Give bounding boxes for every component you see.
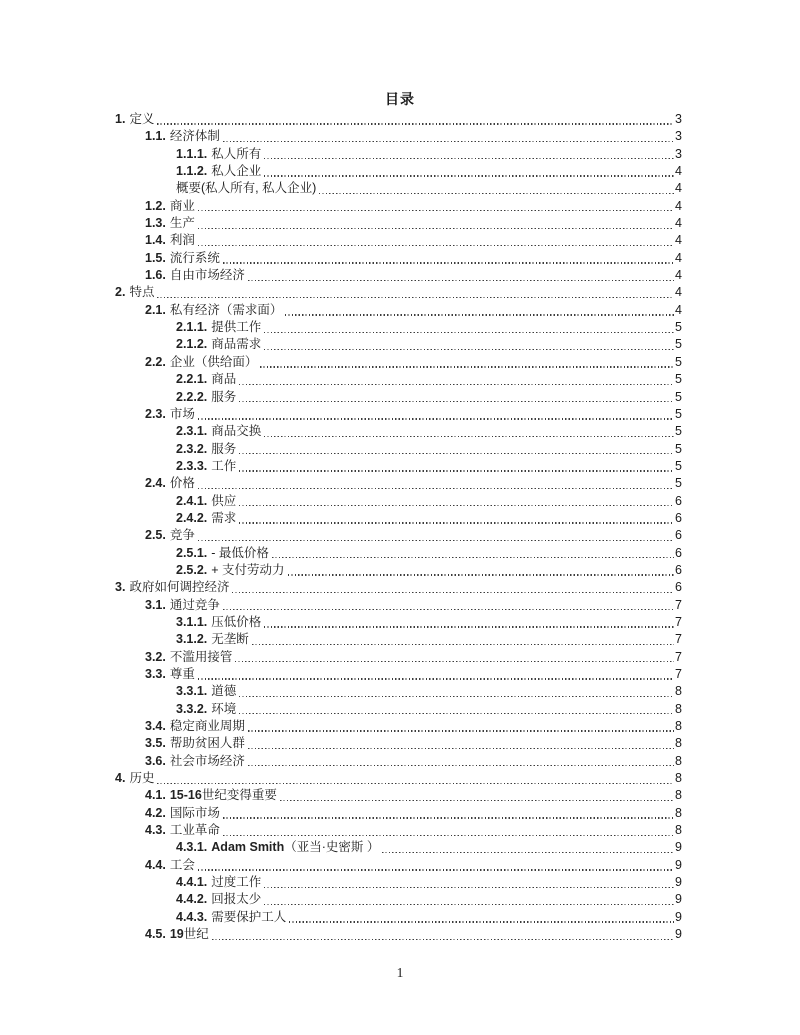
- toc-entry-page: 6: [675, 510, 682, 525]
- toc-entry[interactable]: [115, 146, 682, 163]
- toc-entry-page: 8: [675, 771, 682, 786]
- toc-entry-label: 商品: [211, 372, 237, 387]
- toc-entry-page: 5: [675, 476, 682, 491]
- toc-entry-page: 4: [675, 250, 682, 265]
- toc-entry-label: 需要保护工人: [211, 909, 287, 924]
- dot-leader: [379, 839, 675, 856]
- dot-leader: [245, 735, 675, 752]
- toc-entry-number: 1.: [115, 112, 126, 126]
- toc-entry[interactable]: [115, 787, 682, 804]
- toc-entry-page: 5: [675, 406, 682, 421]
- toc-entry-label: 竞争: [169, 528, 195, 543]
- toc-entry[interactable]: [115, 215, 682, 232]
- toc-entry-label: 供应: [211, 493, 237, 508]
- toc-entry-number: 1.4.: [145, 233, 166, 248]
- toc-entry-number: 2.1.1.: [176, 320, 208, 335]
- toc-entry-number: 2.5.: [145, 528, 166, 543]
- toc-entry-number: 4.4.1.: [176, 875, 208, 890]
- dot-leader: [236, 458, 675, 475]
- toc-entry[interactable]: [115, 822, 682, 839]
- dot-leader: [282, 302, 675, 319]
- toc-entry-page: 4: [675, 216, 682, 231]
- dot-leader: [195, 215, 675, 232]
- toc-entry-number: 1.2.: [145, 198, 166, 213]
- dot-leader: [195, 857, 675, 874]
- toc-entry-page: 6: [675, 545, 682, 560]
- dot-leader: [209, 926, 675, 943]
- toc-entry-number: 2.1.: [145, 302, 166, 317]
- toc-entry-page: 7: [675, 649, 682, 664]
- toc-entry-number: 2.4.: [145, 476, 166, 491]
- dot-leader: [261, 874, 675, 891]
- toc-entry-number: 2.2.: [145, 354, 166, 369]
- toc-entry-page: 3: [675, 112, 682, 126]
- toc-entry-number: 3.5.: [145, 736, 166, 751]
- toc-entry-label: 通过竞争: [169, 597, 220, 612]
- dot-leader: [261, 319, 675, 336]
- dot-leader: [261, 891, 675, 908]
- toc-entry-page: 9: [675, 857, 682, 872]
- dot-leader: [257, 354, 675, 371]
- toc-entry-number: 3.4.: [145, 719, 166, 734]
- toc-entry-page: 4: [675, 198, 682, 213]
- toc-entry-number: 3.3.: [145, 667, 166, 681]
- toc-entry-label: 私人企业: [211, 164, 262, 179]
- toc-entry-label: 回报太少: [211, 892, 262, 907]
- toc-entry-page: 5: [675, 389, 682, 404]
- toc-entry-number: 1.6.: [145, 268, 166, 283]
- dot-leader: [249, 631, 675, 648]
- toc-entry-label: 过度工作: [211, 875, 262, 890]
- toc-entry-page: 8: [675, 719, 682, 734]
- toc-entry[interactable]: [115, 371, 682, 388]
- toc-entry-number: 4.4.3.: [176, 909, 208, 924]
- toc-entry-label: 私人所有: [211, 146, 262, 161]
- toc-entry-label: 自由市场经济: [169, 268, 245, 283]
- toc-entry-page: 4: [675, 164, 682, 179]
- toc-entry-number: 2.2.2.: [176, 389, 208, 404]
- toc-entry[interactable]: [115, 614, 682, 631]
- dot-leader: [236, 510, 675, 527]
- toc-entry-number: 4.1.: [145, 788, 166, 803]
- toc-entry-page: 5: [675, 372, 682, 387]
- toc-entry-page: 9: [675, 927, 682, 942]
- toc-entry[interactable]: [115, 891, 682, 908]
- toc-entry-label: 国际市场: [169, 805, 220, 820]
- toc-entry-number: 2.3.3.: [176, 458, 208, 473]
- toc-entry-number: 1.1.2.: [176, 164, 208, 179]
- dot-leader: [195, 666, 675, 683]
- toc-entry-label: 无垄断: [211, 632, 249, 647]
- toc-entry-number: 2.5.1.: [176, 545, 208, 560]
- toc-entry-page: 6: [675, 493, 682, 508]
- dot-leader: [245, 267, 675, 284]
- toc-entry[interactable]: [115, 336, 682, 353]
- toc-entry-label: 市场: [169, 406, 195, 421]
- toc-entry-number: 2.: [115, 285, 126, 300]
- toc-entry-number: 4.: [115, 771, 126, 786]
- toc-entry-label: 19世纪: [169, 927, 209, 942]
- toc-entry-label: 道德: [211, 684, 237, 699]
- toc-entry-page: 6: [675, 528, 682, 543]
- toc-entry[interactable]: [115, 579, 682, 596]
- toc-entry-page: 4: [675, 233, 682, 248]
- dot-leader: [195, 406, 675, 423]
- toc-entry-page: 5: [675, 424, 682, 439]
- toc-entry-number: 3.3.2.: [176, 701, 208, 716]
- toc-entry-label: 不滥用接管: [169, 649, 233, 664]
- toc-entry-page: 7: [675, 614, 682, 629]
- toc-entry-label: - 最低价格: [211, 545, 269, 560]
- toc-entry[interactable]: [115, 128, 682, 145]
- toc-entry-page: 8: [675, 805, 682, 820]
- toc-entry[interactable]: [115, 406, 682, 423]
- toc-entry-label: 服务: [211, 441, 237, 456]
- dot-leader: [195, 198, 675, 215]
- toc-entry-label: 经济体制: [169, 129, 220, 144]
- toc-entry[interactable]: [115, 319, 682, 336]
- toc-entry-label: 私有经济（需求面）: [169, 302, 283, 317]
- toc-entry-number: 2.4.1.: [176, 493, 208, 508]
- dot-leader: [261, 614, 675, 631]
- toc-entry-label: 帮助贫困人群: [169, 736, 245, 751]
- toc-entry-page: 5: [675, 441, 682, 456]
- toc-entry-page: 7: [675, 667, 682, 681]
- toc-entry-label: 工作: [211, 458, 237, 473]
- toc-entry-page: 6: [675, 580, 682, 595]
- toc-list: [115, 111, 682, 944]
- toc-entry-label: 社会市场经济: [169, 753, 245, 768]
- dot-leader: [220, 250, 675, 267]
- toc-entry[interactable]: [115, 111, 682, 128]
- toc-entry-number: 4.5.: [145, 927, 166, 942]
- dot-leader: [261, 146, 675, 163]
- dot-leader: [261, 423, 675, 440]
- toc-entry[interactable]: [115, 493, 682, 510]
- toc-entry-label: 定义: [129, 112, 155, 126]
- toc-entry-label: 工会: [169, 857, 195, 872]
- toc-entry-number: 1.1.: [145, 129, 166, 144]
- toc-entry[interactable]: [115, 284, 682, 301]
- toc-entry-label: 工业革命: [169, 823, 220, 838]
- toc-entry-label: 商品交换: [211, 424, 262, 439]
- toc-entry-page: 9: [675, 892, 682, 907]
- dot-leader: [195, 232, 675, 249]
- dot-leader: [277, 787, 675, 804]
- toc-entry[interactable]: [115, 441, 682, 458]
- toc-entry-number: 3.6.: [145, 753, 166, 768]
- toc-entry[interactable]: [115, 701, 682, 718]
- toc-entry-page: 9: [675, 840, 682, 855]
- dot-leader: [261, 163, 675, 180]
- toc-entry-label: 需求: [211, 510, 237, 525]
- toc-entry[interactable]: [115, 718, 682, 735]
- toc-entry-label: 商品需求: [211, 337, 262, 352]
- toc-entry-label: + 支付劳动力: [211, 562, 285, 577]
- dot-leader: [245, 718, 675, 735]
- toc-entry[interactable]: [115, 857, 682, 874]
- toc-entry-number: 3.1.2.: [176, 632, 208, 647]
- toc-entry-page: 7: [675, 632, 682, 647]
- toc-entry[interactable]: [115, 874, 682, 891]
- toc-title: 目录: [385, 91, 415, 107]
- toc-entry-number: 2.2.1.: [176, 372, 208, 387]
- toc-entry-number: 3.2.: [145, 649, 166, 664]
- dot-leader: [236, 371, 675, 388]
- toc-entry-number: 2.3.2.: [176, 441, 208, 456]
- toc-entry-number: 2.4.2.: [176, 510, 208, 525]
- dot-leader: [232, 649, 675, 666]
- page-number: 1: [396, 965, 404, 980]
- toc-entry-page: 3: [675, 146, 682, 161]
- toc-entry-label: 流行系统: [169, 250, 220, 265]
- dot-leader: [154, 111, 675, 128]
- toc-entry[interactable]: [115, 839, 682, 856]
- toc-entry[interactable]: [115, 909, 682, 926]
- dot-leader: [236, 389, 675, 406]
- toc-entry-label: 生产: [169, 216, 195, 231]
- toc-entry-page: 5: [675, 458, 682, 473]
- toc-entry-number: 4.3.: [145, 823, 166, 838]
- toc-entry[interactable]: [115, 458, 682, 475]
- toc-entry[interactable]: [115, 805, 682, 822]
- toc-entry-number: 1.5.: [145, 250, 166, 265]
- dot-leader: [229, 579, 675, 596]
- toc-entry[interactable]: [115, 180, 682, 197]
- toc-entry-label: 商业: [169, 198, 195, 213]
- toc-entry[interactable]: [115, 302, 682, 319]
- toc-entry-page: 8: [675, 736, 682, 751]
- toc-entry-page: 4: [675, 181, 682, 196]
- toc-entry-page: 8: [675, 753, 682, 768]
- toc-entry[interactable]: [115, 510, 682, 527]
- toc-entry-page: 5: [675, 354, 682, 369]
- toc-entry-label: 概要(私人所有, 私人企业): [176, 181, 317, 196]
- dot-leader: [220, 822, 675, 839]
- toc-entry-page: 5: [675, 320, 682, 335]
- toc-entry-number: 3.: [115, 580, 126, 595]
- toc-entry-number: 2.1.2.: [176, 337, 208, 352]
- dot-leader: [285, 562, 675, 579]
- toc-entry-number: 2.3.: [145, 406, 166, 421]
- dot-leader: [195, 527, 675, 544]
- toc-entry-label: 环境: [211, 701, 237, 716]
- toc-entry-number: 3.3.1.: [176, 684, 208, 699]
- dot-leader: [316, 180, 675, 197]
- toc-entry[interactable]: [115, 163, 682, 180]
- toc-entry[interactable]: [115, 354, 682, 371]
- toc-entry-number: 4.4.: [145, 857, 166, 872]
- toc-entry[interactable]: [115, 267, 682, 284]
- toc-entry-number: 2.5.2.: [176, 562, 208, 577]
- toc-entry[interactable]: [115, 475, 682, 492]
- toc-entry-number: 2.3.1.: [176, 424, 208, 439]
- toc-entry-label: 企业（供给面）: [169, 354, 258, 369]
- toc-entry[interactable]: [115, 666, 682, 683]
- toc-entry-number: 4.2.: [145, 805, 166, 820]
- toc-entry-page: 9: [675, 909, 682, 924]
- toc-entry-number: 4.4.2.: [176, 892, 208, 907]
- toc-entry-page: 8: [675, 684, 682, 699]
- toc-entry-label: 利润: [169, 233, 195, 248]
- toc-entry-label: 价格: [169, 476, 195, 491]
- toc-entry-page: 9: [675, 875, 682, 890]
- toc-entry-number: 1.1.1.: [176, 146, 208, 161]
- toc-entry-label: 压低价格: [211, 614, 262, 629]
- toc-entry[interactable]: [115, 562, 682, 579]
- toc-entry-label: 提供工作: [211, 320, 262, 335]
- toc-entry[interactable]: [115, 683, 682, 700]
- dot-leader: [269, 545, 675, 562]
- toc-entry-label: 特点: [129, 285, 155, 300]
- toc-entry[interactable]: [115, 649, 682, 666]
- toc-entry-label: 尊重: [169, 667, 195, 681]
- dot-leader: [220, 805, 675, 822]
- toc-entry-label: 稳定商业周期: [169, 719, 245, 734]
- toc-entry[interactable]: [115, 250, 682, 267]
- toc-entry[interactable]: [115, 597, 682, 614]
- toc-entry-label: 15-16世纪变得重要: [169, 788, 277, 803]
- toc-entry-label: 政府如何调控经济: [129, 580, 230, 595]
- toc-entry[interactable]: [115, 631, 682, 648]
- toc-entry[interactable]: [115, 423, 682, 440]
- dot-leader: [286, 909, 675, 926]
- toc-entry[interactable]: [115, 527, 682, 544]
- dot-leader: [236, 493, 675, 510]
- toc-entry-page: 4: [675, 285, 682, 300]
- toc-entry[interactable]: [115, 770, 682, 787]
- dot-leader: [195, 475, 675, 492]
- toc-entry[interactable]: [115, 198, 682, 215]
- toc-entry-number: 1.3.: [145, 216, 166, 231]
- toc-entry-number: 4.3.1.: [176, 840, 208, 855]
- toc-entry-number: 3.1.: [145, 597, 166, 612]
- toc-entry-label: 历史: [129, 771, 155, 786]
- dot-leader: [261, 336, 675, 353]
- toc-entry-page: 8: [675, 823, 682, 838]
- toc-entry[interactable]: [115, 389, 682, 406]
- dot-leader: [220, 597, 675, 614]
- toc-entry[interactable]: [115, 753, 682, 770]
- toc-entry-page: 4: [675, 302, 682, 317]
- dot-leader: [154, 284, 675, 301]
- toc-entry-page: 5: [675, 337, 682, 352]
- toc-entry-label: 服务: [211, 389, 237, 404]
- toc-entry-number: 3.1.1.: [176, 614, 208, 629]
- dot-leader: [154, 770, 675, 787]
- toc-entry-page: 8: [675, 701, 682, 716]
- toc-entry-page: 7: [675, 597, 682, 612]
- toc-entry-label: Adam Smith（亚当·史密斯 ）: [211, 840, 380, 855]
- toc-entry[interactable]: [115, 926, 682, 943]
- toc-entry-page: 4: [675, 268, 682, 283]
- toc-entry-page: 8: [675, 788, 682, 803]
- dot-leader: [245, 753, 675, 770]
- dot-leader: [236, 701, 675, 718]
- toc-entry[interactable]: [115, 545, 682, 562]
- toc-entry-page: 6: [675, 562, 682, 577]
- toc-entry-page: 3: [675, 129, 682, 144]
- toc-entry[interactable]: [115, 735, 682, 752]
- toc-entry[interactable]: [115, 232, 682, 249]
- dot-leader: [220, 128, 675, 145]
- dot-leader: [236, 441, 675, 458]
- dot-leader: [236, 683, 675, 700]
